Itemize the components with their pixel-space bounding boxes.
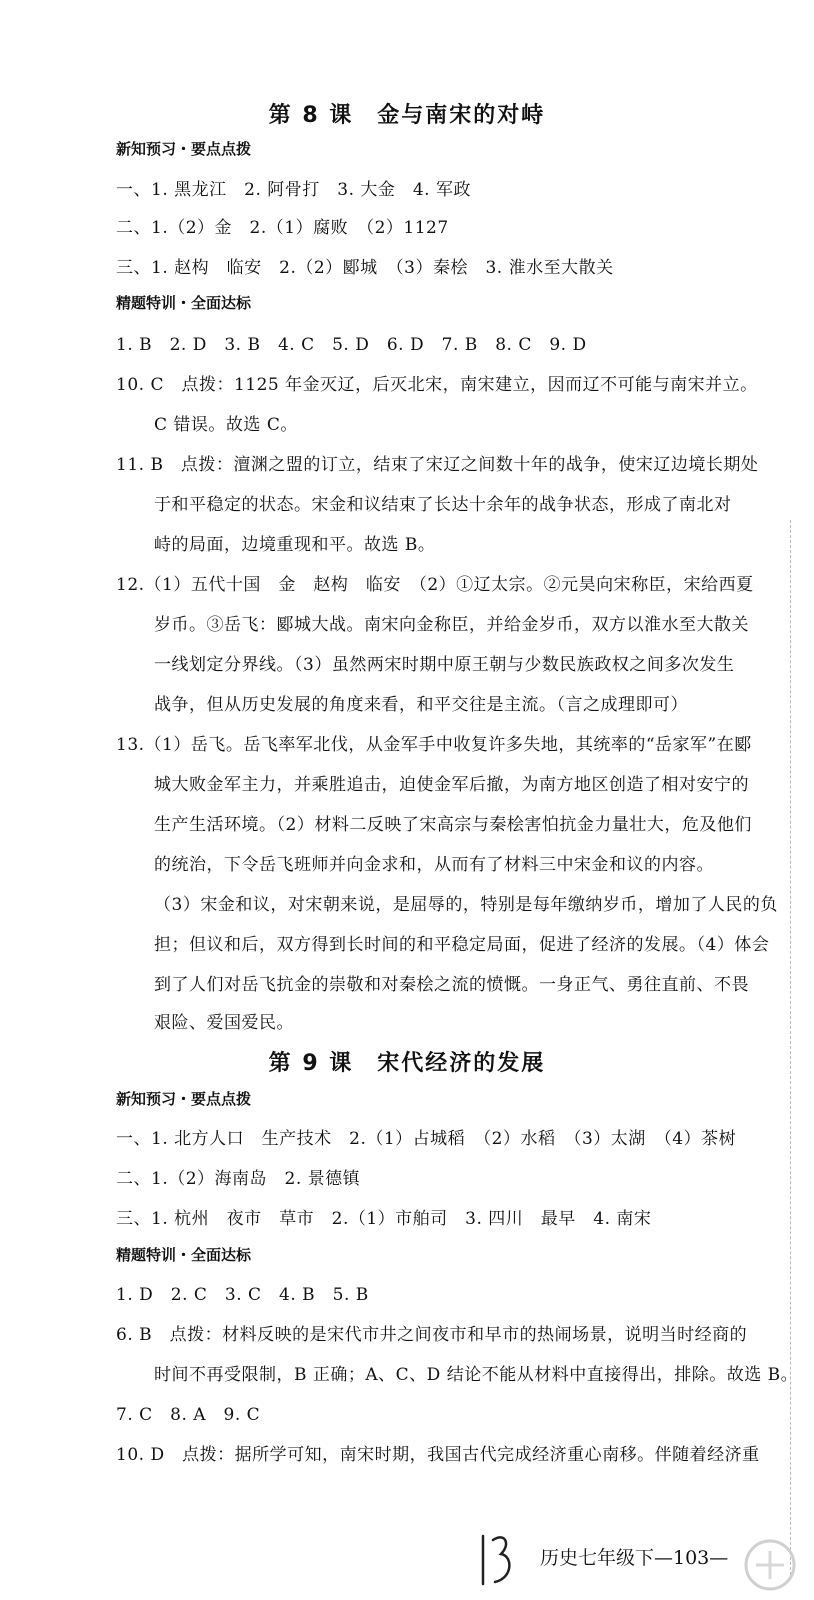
lesson-8-answer-line: 艰险、爱国爱民。 <box>154 1013 294 1033</box>
lesson-8-answer-line: 峙的局面，边境重现和平。故选 B。 <box>154 535 436 555</box>
lesson-8-answer-line: 担；但议和后，双方得到长时间的和平稳定局面，促进了经济的发展。（4）体会 <box>154 935 770 955</box>
lesson-9-preview-line: 二、1.（2）海南岛 2. 景德镇 <box>116 1169 361 1189</box>
lesson-8-preview-line: 二、1.（2）金 2.（1）腐败 （2）1127 <box>116 218 449 238</box>
lesson-9-answer-line: 1. D 2. C 3. C 4. B 5. B <box>116 1285 369 1305</box>
lesson-8-answer-line: 一线划定分界线。（3）虽然两宋时期中原王朝与少数民族政权之间多次发生 <box>154 655 735 675</box>
lesson-9-title: 第 9 课 宋代经济的发展 <box>268 1051 546 1076</box>
lesson-8-answer-line: 到了人们对岳飞抗金的崇敬和对秦桧之流的愤慨。一身正气、勇往直前、不畏 <box>154 975 749 995</box>
page-edge-divider <box>790 520 792 1580</box>
lesson-9-preview-line: 三、1. 杭州 夜市 草市 2.（1）市舶司 3. 四川 最早 4. 南宋 <box>116 1209 652 1229</box>
page-footer: 历史七年级下—103— <box>540 1547 729 1569</box>
lesson-8-answer-line: （3）宋金和议，对宋朝来说，是屈辱的，特别是每年缴纳岁币，增加了人民的负 <box>154 895 778 915</box>
lesson-9-answer-line: 7. C 8. A 9. C <box>116 1405 261 1425</box>
lesson-8-answer-line: 11. B 点拨：澶渊之盟的订立，结束了宋辽之间数十年的战争，使宋辽边境长期处 <box>116 455 759 475</box>
lesson-9-preview-line: 一、1. 北方人口 生产技术 2.（1）占城稻 （2）水稻 （3）太湖 （4）茶树 <box>116 1129 737 1149</box>
lesson-8-answer-line: 岁币。③岳飞：郾城大战。南宋向金称臣，并给金岁币，双方以淮水至大散关 <box>154 615 749 635</box>
lesson-8-answer-line: 生产生活环境。（2）材料二反映了宋高宗与秦桧害怕抗金力量壮大，危及他们 <box>154 815 752 835</box>
lesson-8-answer-line: C 错误。故选 C。 <box>154 415 298 435</box>
lesson-8-preview-heading: 新知预习・要点点拨 <box>116 140 252 158</box>
lesson-8-answer-line: 于和平稳定的状态。宋金和议结束了长达十余年的战争状态，形成了南北对 <box>154 495 732 515</box>
lesson-8-answer-line: 战争，但从历史发展的角度来看，和平交往是主流。（言之成理即可） <box>154 695 688 715</box>
lesson-8-answer-line: 的统治，下令岳飞班师并向金求和，从而有了材料三中宋金和议的内容。 <box>154 855 714 875</box>
lesson-9-answer-line: 时间不再受限制，B 正确；A、C、D 结论不能从材料中直接得出，排除。故选 B。 <box>154 1365 799 1385</box>
lesson-8-answer-line: 10. C 点拨：1125 年金灭辽，后灭北宋，南宋建立，因而辽不可能与南宋并立。 <box>116 375 758 395</box>
lesson-8-title: 第 8 课 金与南宋的对峙 <box>268 103 546 128</box>
lesson-8-preview-line: 一、1. 黑龙江 2. 阿骨打 3. 大金 4. 军政 <box>116 180 471 200</box>
lesson-9-training-heading: 精题特训・全面达标 <box>116 1246 252 1264</box>
lesson-8-answer-line: 城大败金军主力，并乘胜追击，迫使金军后撤，为南方地区创造了相对安宁的 <box>154 775 749 795</box>
lesson-9-answer-line: 6. B 点拨：材料反映的是宋代市井之间夜市和早市的热闹场景，说明当时经商的 <box>116 1325 748 1345</box>
lesson-8-answer-line: 12.（1）五代十国 金 赵构 临安 （2）①辽太宗。②元昊向宋称臣，宋给西夏 <box>116 575 754 595</box>
watermark-stamp <box>730 1535 810 1595</box>
lesson-9-preview-heading: 新知预习・要点点拨 <box>116 1090 252 1108</box>
lesson-8-answer-line: 1. B 2. D 3. B 4. C 5. D 6. D 7. B 8. C 9. D <box>116 335 587 355</box>
lesson-8-training-heading: 精题特训・全面达标 <box>116 294 252 312</box>
handwritten-page-number <box>475 1530 515 1590</box>
lesson-8-preview-line: 三、1. 赵构 临安 2.（2）郾城 （3）秦桧 3. 淮水至大散关 <box>116 258 614 278</box>
lesson-9-answer-line: 10. D 点拨：据所学可知，南宋时期，我国古代完成经济重心南移。伴随着经济重 <box>116 1445 760 1465</box>
lesson-8-answer-line: 13.（1）岳飞。岳飞率军北伐，从金军手中收复许多失地，其统率的“岳家军”在郾 <box>116 735 752 755</box>
